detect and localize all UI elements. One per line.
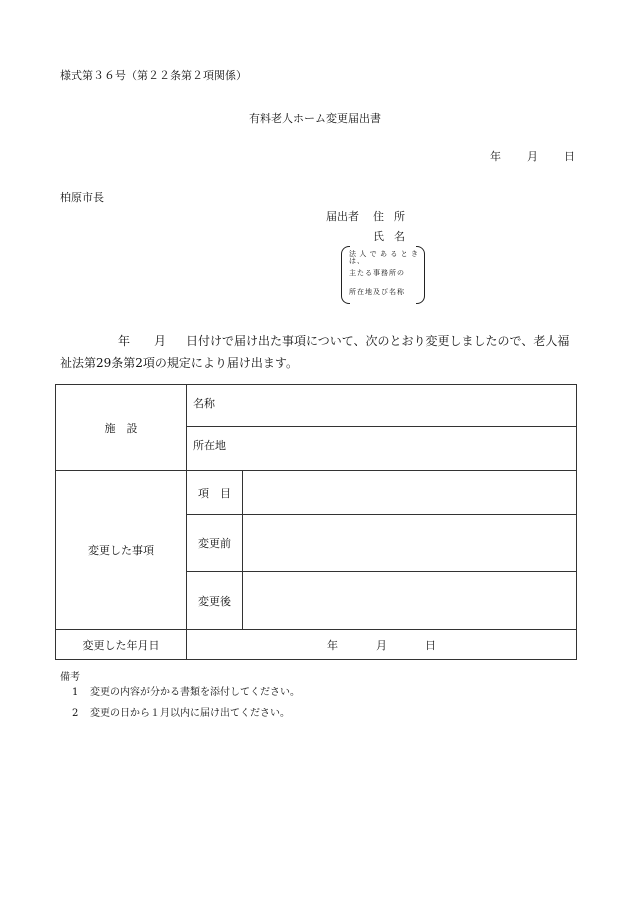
before-value-cell[interactable] [243,515,577,572]
statement [60,330,580,374]
change-date-day: 日 [425,638,436,652]
note-number: 2 [72,708,79,719]
note-item-2 [72,709,290,719]
facility-location-cell[interactable] [187,427,577,471]
item-value-cell[interactable] [243,471,577,515]
note-number: 1 [72,687,79,698]
notification-table [55,384,577,660]
note-text: 変更の内容が分かる書類を添付してください。 [90,687,300,698]
statement-line1-rest: 日付けで届け出た事項について、次のとおり変更しましたので、老人福 [186,334,570,348]
note-item-1 [72,688,300,698]
change-date-year: 年 [327,638,338,652]
facility-name-cell[interactable] [187,385,577,427]
name-label: 氏名 [373,230,415,243]
change-date-label: 変更した年月日 [56,630,187,660]
note-text: 変更の日から１月以内に届け出てください。 [90,708,290,719]
statement-line-2: 祉法第29条第2項の規定により届け出ます。 [60,356,298,370]
corporation-note [341,246,425,302]
before-label: 変更前 [187,515,243,572]
note-line-1: 法人であるときは、 [349,250,419,265]
statement-line-1 [60,330,580,352]
date-month: 月 [527,150,538,163]
statement-month: 月 [154,334,167,348]
document-title: 有料老人ホーム変更届出書 [249,112,381,125]
note-line-3: 所在地及び名称 [349,288,405,296]
facility-label: 施 設 [56,385,187,471]
addressee: 柏原市長 [60,191,104,204]
item-label: 項 目 [187,471,243,515]
applicant-label: 届出者 [326,210,359,223]
changed-items-label: 変更した事項 [56,471,187,630]
after-label: 変更後 [187,572,243,630]
notes-heading: 備考 [60,672,80,683]
date-day: 日 [564,150,575,163]
facility-name-label: 名称 [193,397,215,410]
form-number: 様式第３６号（第２２条第２項関係） [60,69,247,82]
submission-date [490,151,575,162]
change-date-month: 月 [376,638,387,652]
facility-location-label: 所在地 [193,439,226,452]
date-year: 年 [490,150,501,163]
note-line-2: 主たる事務所の [349,269,405,277]
address-label: 住所 [373,210,415,223]
change-date-cell[interactable] [187,630,577,660]
statement-year: 年 [118,334,131,348]
after-value-cell[interactable] [243,572,577,630]
